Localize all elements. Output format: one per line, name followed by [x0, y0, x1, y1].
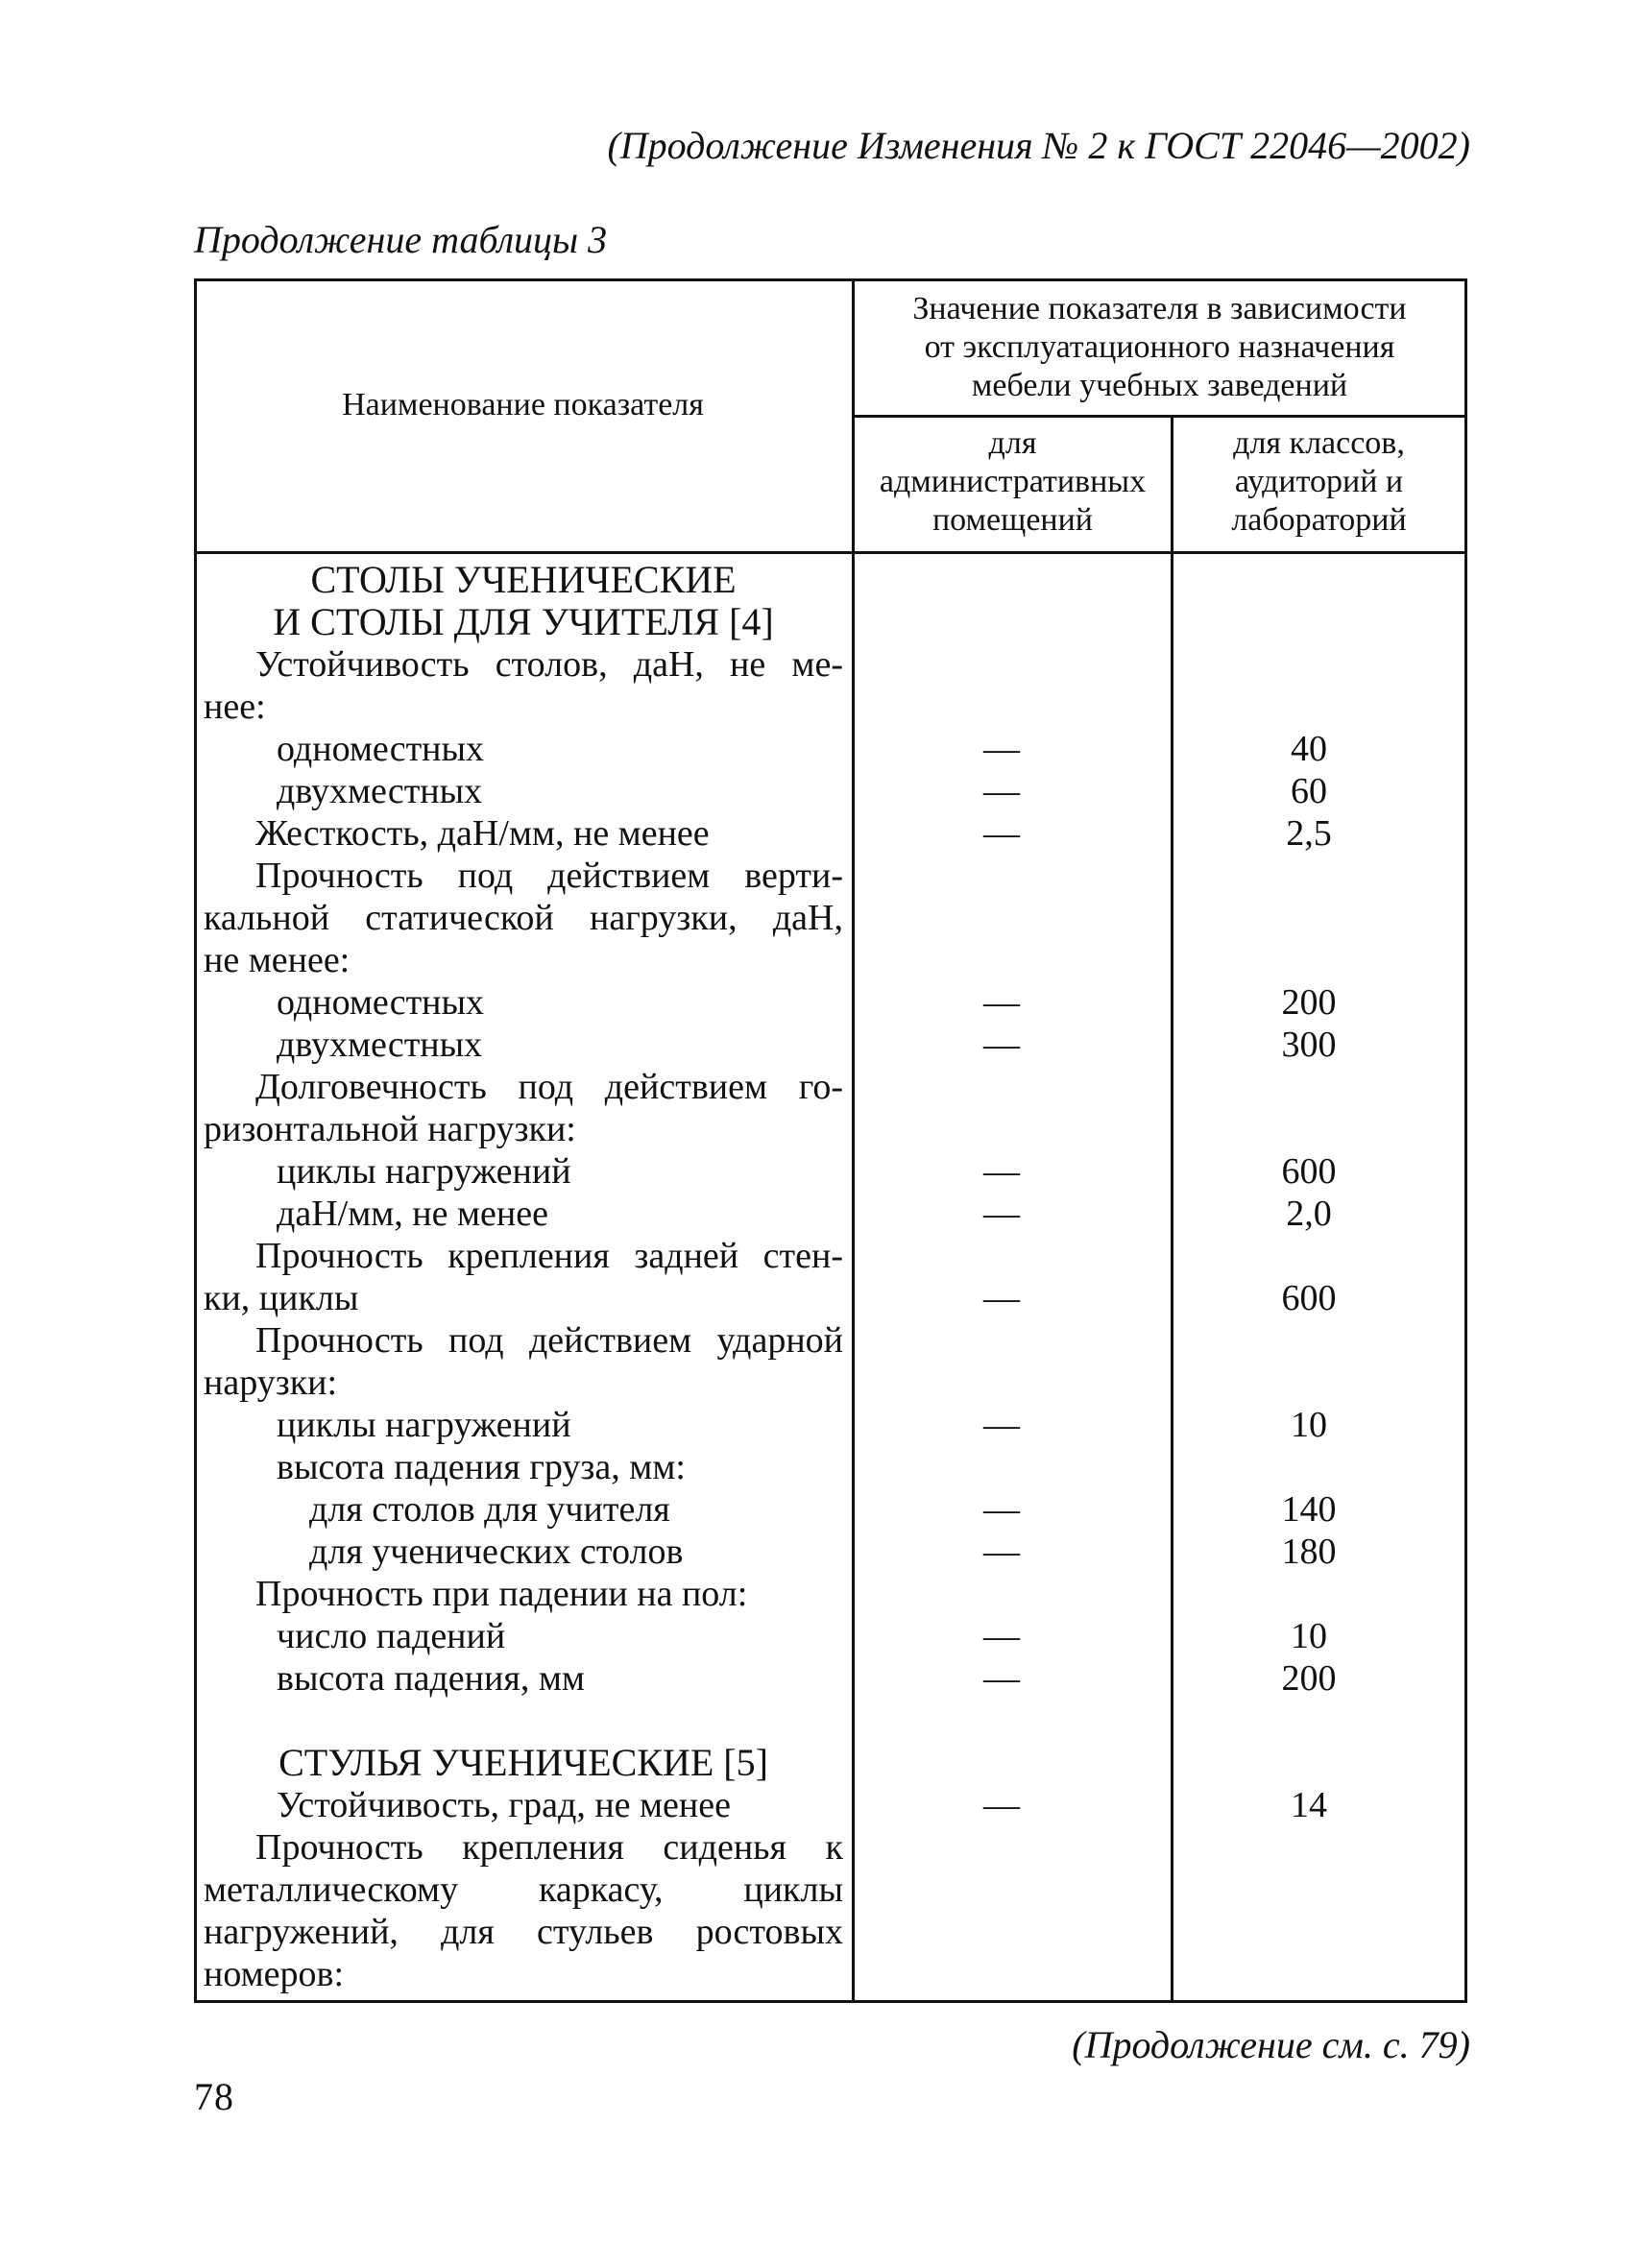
value-class: 10 [1291, 1616, 1327, 1656]
value-class: 600 [1281, 1278, 1337, 1318]
section-heading: СТОЛЫ УЧЕНИЧЕСКИЕ [310, 558, 737, 601]
table-row: даН/мм, не менее [277, 1194, 548, 1234]
table-row: циклы нагружений [277, 1405, 571, 1445]
value-class: 200 [1281, 1658, 1337, 1699]
value-admin: — [983, 1405, 1020, 1445]
header-group [855, 290, 1464, 405]
table-row: нагружений, для стульев ростовых [204, 1912, 843, 1952]
header-name-column: Наименование показателя [342, 387, 704, 422]
value-admin: — [983, 1489, 1020, 1530]
value-admin: — [983, 1532, 1020, 1572]
value-class: 10 [1291, 1405, 1327, 1445]
table-row: Прочность под действием ударной [255, 1320, 843, 1361]
value-class: 200 [1281, 982, 1337, 1023]
continued-note: (Продолжение см. с. 79) [1072, 2023, 1470, 2066]
value-admin: — [983, 1151, 1020, 1192]
table-row: металлическому каркасу, циклы [204, 1870, 843, 1910]
value-admin: — [983, 1616, 1020, 1656]
header-bottom-rule [194, 551, 1467, 554]
value-admin: — [983, 813, 1020, 854]
value-admin: — [983, 982, 1020, 1023]
table-row: высота падения груза, мм: [277, 1447, 686, 1487]
value-admin: — [983, 1025, 1020, 1065]
table-border-right [1464, 278, 1467, 2003]
table-row: номеров: [204, 1954, 345, 1994]
table-row: ки, циклы [204, 1278, 359, 1318]
table [194, 278, 1467, 2003]
header-group-line: от эксплуатационного назначения [924, 329, 1395, 365]
value-admin: — [983, 729, 1020, 769]
header-admin-line: для [988, 425, 1037, 461]
table-row: одноместных [277, 729, 485, 769]
header-class-line: лабораторий [1231, 502, 1407, 538]
header-group-line: мебели учебных заведений [971, 368, 1348, 403]
section-heading: СТУЛЬЯ УЧЕНИЧЕСКИЕ [5] [278, 1741, 768, 1784]
header-subdivider [852, 415, 1467, 418]
table-row: число падений [277, 1616, 506, 1656]
section-heading: И СТОЛЫ ДЛЯ УЧИТЕЛЯ [4] [273, 600, 774, 643]
table-row: Долговечность под действием го- [255, 1067, 843, 1107]
table-row: Прочность крепления задней стен- [255, 1236, 843, 1276]
table-row: Прочность при падении на пол: [255, 1574, 748, 1614]
header-admin-line: помещений [931, 502, 1093, 538]
value-class: 60 [1291, 771, 1327, 811]
table-border-top [194, 278, 1467, 281]
table-caption: Продолжение таблицы 3 [194, 218, 608, 261]
value-admin: — [983, 1194, 1020, 1234]
value-class: 40 [1291, 729, 1327, 769]
table-row: ризонтальной нагрузки: [204, 1109, 576, 1149]
value-class: 180 [1281, 1532, 1337, 1572]
header-admin-line: административных [879, 464, 1147, 499]
table-row: Прочность под действием верти- [255, 856, 843, 896]
table-row: высота падения, мм [277, 1658, 585, 1699]
table-row: не менее: [204, 940, 351, 980]
table-row: Устойчивость столов, даН, не ме- [255, 644, 843, 685]
table-row: нарузки: [204, 1363, 338, 1403]
table-row: одноместных [277, 982, 485, 1023]
running-head: (Продолжение Изменения № 2 к ГОСТ 22046—2002) [607, 124, 1470, 167]
header-group-line: Значение показателя в зависимости [912, 291, 1407, 326]
page-number: 78 [194, 2075, 234, 2118]
table-body [204, 559, 843, 1995]
table-row: кальной статической нагрузки, даН, [204, 898, 843, 938]
table-row: двухместных [277, 771, 483, 811]
table-border-left [194, 278, 197, 2003]
table-row: для столов для учителя [309, 1489, 670, 1530]
value-class: 140 [1281, 1489, 1337, 1530]
table-row: Устойчивость, град, не менее [277, 1785, 731, 1825]
value-admin: — [983, 1658, 1020, 1699]
value-class: 2,0 [1286, 1194, 1332, 1234]
table-row: Прочность крепления сиденья к [255, 1827, 843, 1868]
table-row: для ученических столов [309, 1532, 684, 1572]
header-class-line: для классов, [1233, 425, 1405, 461]
value-admin: — [983, 1785, 1020, 1825]
value-class: 2,5 [1286, 813, 1332, 854]
table-border-bottom [194, 2000, 1467, 2003]
value-class: 600 [1281, 1151, 1337, 1192]
header-class-line: аудиторий и [1234, 464, 1404, 499]
header-admin-column [855, 424, 1171, 540]
header-class-column [1173, 424, 1464, 540]
value-class: 300 [1281, 1025, 1337, 1065]
table-row: нее: [204, 687, 266, 727]
table-row: циклы нагружений [277, 1151, 571, 1192]
value-admin: — [983, 1278, 1020, 1318]
table-row [204, 1700, 843, 1742]
value-admin: — [983, 771, 1020, 811]
value-class: 14 [1291, 1785, 1327, 1825]
table-row: двухместных [277, 1025, 483, 1065]
table-row: Жесткость, даН/мм, не менее [255, 813, 710, 854]
